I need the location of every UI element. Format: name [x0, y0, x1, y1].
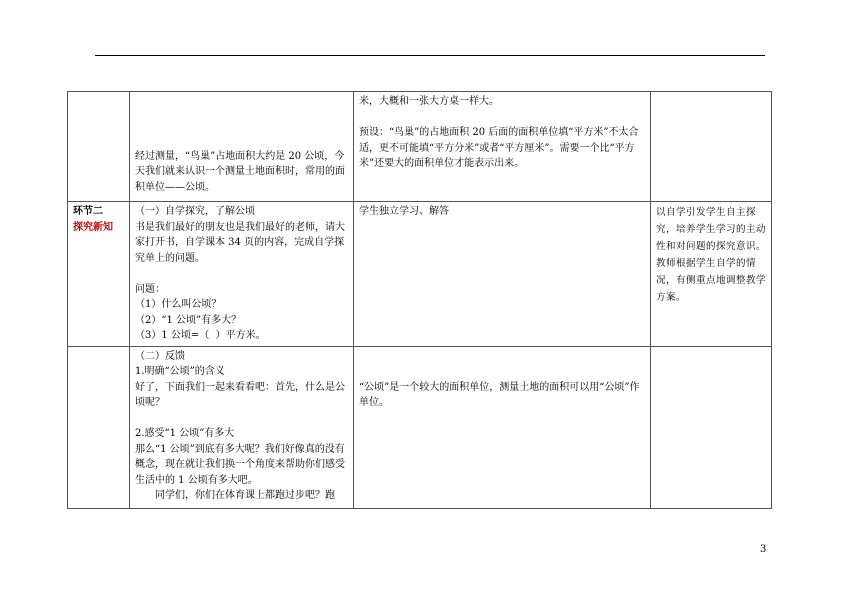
student-preset-text: 预设：“鸟巢”的占地面积 20 后面的面积单位填“平方米”不太合适，更不可能填“平方分米”或者“平方厘米”。需要一个比“平方米”还要大的面积单位才能表示出来。 [359, 127, 639, 169]
segment-cell [68, 202, 130, 347]
teacher-text: 那么“1 公顷”到底有多大呢？我们好像真的没有概念，现在就让我们换一个角度来帮助你们感受生活中的 1 公顷有多大吧。 [135, 443, 345, 486]
segment-cell [68, 92, 130, 202]
student-text: 米，大概和一张大方桌一样大。 [359, 96, 499, 107]
teacher-activity-cell [130, 202, 354, 347]
section-heading: （二）反馈 [135, 350, 185, 362]
segment-cell [68, 346, 130, 508]
teacher-activity-cell [130, 346, 354, 508]
segment-title: 环节二 [73, 206, 103, 217]
lesson-plan-table [67, 91, 772, 509]
header-rule [95, 55, 765, 56]
student-activity-cell [354, 346, 651, 508]
design-intent-cell [651, 346, 772, 508]
subsection-heading: 2.感受“1 公顷”有多大 [135, 428, 235, 439]
teacher-text: 书是我们最好的朋友也是我们最好的老师，请大家打开书，自学课本 34 页的内容，完成自学探究单上的问题。 [135, 221, 345, 264]
section-heading: （一）自学探究，了解公顷 [135, 206, 255, 217]
teacher-activity-cell [130, 92, 354, 202]
segment-subtitle: 探究新知 [73, 221, 113, 233]
questions-label: 问题： [135, 283, 165, 295]
page-number: 3 [760, 544, 767, 555]
student-activity-cell [354, 202, 651, 347]
student-text: “公顷”是一个较大的面积单位，测量土地的面积可以用“公顷”作单位。 [359, 381, 640, 408]
question-item: （2）“1 公顷”有多大？ [135, 314, 242, 326]
teacher-text: 好了，下面我们一起来看看吧：首先，什么是公顷呢？ [135, 381, 345, 408]
design-intent-cell [651, 92, 772, 202]
teacher-text: 同学们，你们在体育课上都跑过步吧？跑 [155, 490, 335, 501]
table-row [68, 92, 772, 202]
design-note: 以自学引发学生自主探究，培养学生学习的主动性和对问题的探究意识。教师根据学生自学的情况，有侧重点地调整教学方案。 [656, 207, 767, 303]
table-row [68, 346, 772, 508]
subsection-heading: 1.明确“公顷”的含义 [135, 366, 225, 377]
teacher-text: 经过测量，“鸟巢”占地面积大约是 20 公顷，今天我们就来认识一个测量土地面积时，常用的面积单位——公顷。 [135, 150, 345, 193]
student-text: 学生独立学习、解答 [359, 206, 449, 217]
table-row [68, 202, 772, 347]
question-item: （1）什么叫公顷？ [135, 299, 222, 310]
question-item: （3）1 公顷=（ ）平方米。 [135, 330, 266, 341]
student-activity-cell [354, 92, 651, 202]
design-intent-cell [651, 202, 772, 347]
